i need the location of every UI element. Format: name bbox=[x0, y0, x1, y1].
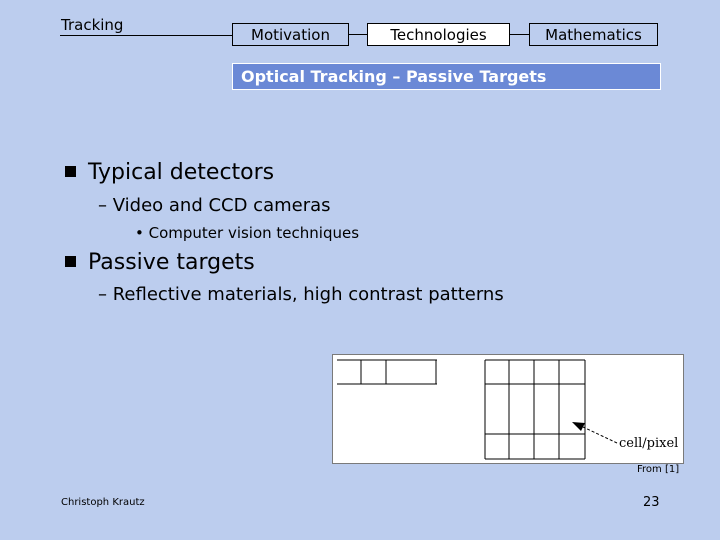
bullet-passive-targets bbox=[65, 250, 255, 275]
small-grid bbox=[337, 360, 437, 384]
pixel-grid bbox=[485, 360, 585, 459]
figure-diagram bbox=[333, 355, 683, 463]
nav-connector bbox=[349, 34, 367, 35]
sub-sub-bullet-vision: • Computer vision techniques bbox=[135, 224, 360, 242]
sub-bullet-cameras: – Video and CCD cameras bbox=[98, 195, 331, 216]
nav-connector bbox=[510, 34, 529, 35]
footer-author: Christoph Krautz bbox=[61, 497, 145, 508]
bullet-typical-detectors bbox=[65, 160, 274, 185]
square-bullet-icon bbox=[65, 166, 76, 177]
section-underline bbox=[60, 35, 232, 36]
section-title: Tracking bbox=[61, 16, 124, 34]
figure-image bbox=[332, 354, 684, 464]
nav-technologies[interactable]: Technologies bbox=[367, 23, 510, 46]
sub-bullet-reflective: – Reflective materials, high contrast patterns bbox=[98, 284, 504, 305]
page-number: 23 bbox=[643, 495, 660, 510]
nav-motivation[interactable]: Motivation bbox=[232, 23, 349, 46]
square-bullet-icon bbox=[65, 256, 76, 267]
bullet-text: Typical detectors bbox=[88, 160, 275, 185]
slide-title: Optical Tracking – Passive Targets bbox=[232, 63, 661, 90]
arrow-icon bbox=[572, 422, 617, 443]
figure-source: From [1] bbox=[637, 464, 680, 475]
cell-pixel-label: cell/pixel bbox=[619, 436, 679, 451]
nav-mathematics[interactable]: Mathematics bbox=[529, 23, 658, 46]
bullet-text: Passive targets bbox=[88, 250, 255, 275]
